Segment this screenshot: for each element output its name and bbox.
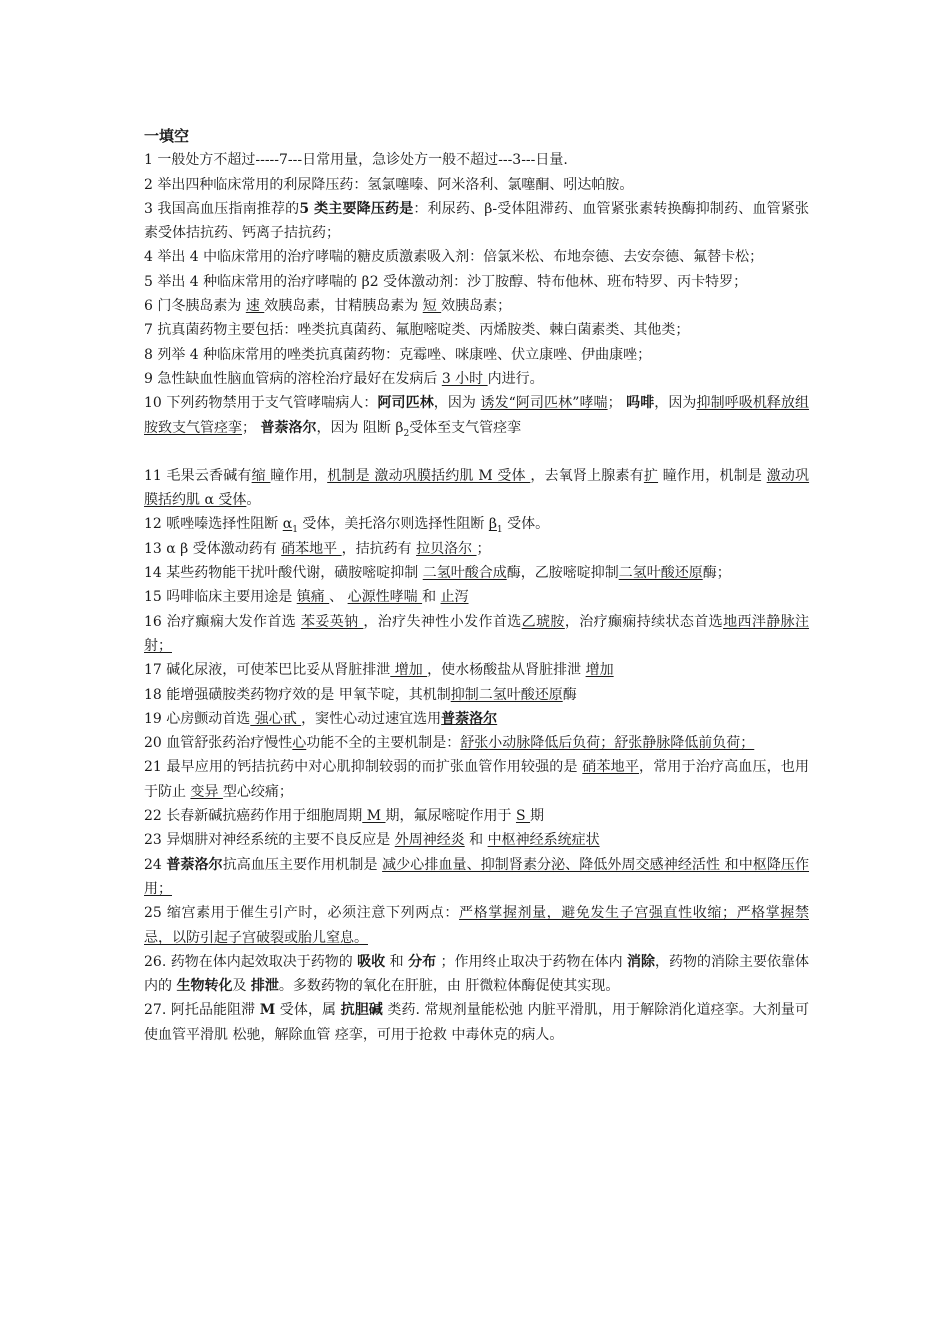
answer-blank: 苯妥英钠 <box>300 613 364 630</box>
question-text: 类药. 常规剂量能松弛 内脏平滑肌，用于解除消化道痉挛。大剂量可使血管平滑肌 松驰，解除血管 痉挛，可用于抢救 中毒休克的病人。 <box>144 1002 810 1043</box>
question-text: 18 能增强磺胺类药物疗效的是 甲氧苄啶，其机制 <box>144 686 451 703</box>
question-item <box>144 804 809 828</box>
answer-blank: 外周神经炎 <box>394 832 465 849</box>
question-text: ，常用于治疗高血压，也用于防止 <box>144 759 810 800</box>
question-text: 5 举出 4 种临床常用的治疗哮喘的 β2 受体激动剂：沙丁胺醇、特布他林、班布特罗、丙卡特罗； <box>144 273 748 290</box>
question-text: 及 <box>232 978 251 995</box>
question-text: 1 <box>496 525 503 536</box>
question-item <box>144 318 809 342</box>
answer-blank: 3 小时 <box>441 370 488 387</box>
question-item <box>144 610 809 659</box>
question-text: 、 <box>329 589 348 606</box>
question-text: 和 <box>385 953 409 970</box>
bold-term: 排泄 <box>250 978 279 995</box>
question-text: 12 哌唑嗪选择性阻断 <box>144 516 283 533</box>
answer-blank: 心 <box>292 735 307 752</box>
document-page <box>144 124 809 1047</box>
question-text: 瞳作用， <box>270 467 328 484</box>
question-item <box>144 658 809 682</box>
bold-term: 消除 <box>627 953 656 970</box>
question-item <box>144 245 809 269</box>
answer-blank: 抑制呼吸机释放组胺致支气管痉挛 <box>144 395 810 436</box>
question-item <box>144 512 809 536</box>
answer-blank: 心源性哮喘 <box>347 589 423 606</box>
question-text: 11 毛果云香碱有 <box>144 467 252 484</box>
question-text: 酶，乙胺嘧啶抑制 <box>506 565 619 582</box>
question-item <box>144 828 809 852</box>
question-item <box>144 173 809 197</box>
question-text: 瞳作用，机制是 <box>658 467 767 484</box>
question-text: 酶 <box>562 686 577 703</box>
answer-blank: 扩 <box>643 467 659 484</box>
question-text: 1 一般处方不超过-----7---日常用量，急诊处方一般不超过---3---日量. <box>144 152 568 169</box>
bold-term: M <box>259 1002 276 1019</box>
answer-blank: 增加 <box>585 662 614 679</box>
question-text: 26. 药物在体内起效取决于药物的 <box>144 953 358 970</box>
question-item <box>144 270 809 294</box>
answer-blank: 变异 <box>190 783 223 800</box>
question-item <box>144 294 809 318</box>
question-text: 13 α β 受体激动药有 <box>144 540 282 557</box>
question-item <box>144 731 809 755</box>
question-text: 10 下列药物禁用于支气管哮喘病人： <box>144 395 378 412</box>
bold-term: 普萘洛尔 <box>260 419 317 436</box>
bold-term: 吸收 <box>357 953 386 970</box>
question-text: ，因为 阻断 β <box>316 419 404 436</box>
question-item <box>144 683 809 707</box>
question-text: 内进行。 <box>487 370 544 387</box>
question-item <box>144 148 809 172</box>
question-item <box>144 755 809 804</box>
question-list <box>144 148 809 1047</box>
answer-blank: 短 <box>422 298 442 315</box>
answer-blank: 二氢叶酸还原 <box>618 565 703 582</box>
answer-blank: 镇痛 <box>296 589 330 606</box>
answer-blank: 诱发“阿司匹林”哮喘 <box>480 395 608 412</box>
answer-blank: 缩 <box>251 467 271 484</box>
answer-blank: 中枢神经系统症状 <box>487 832 600 849</box>
question-text: 受体，属 <box>275 1002 341 1019</box>
bold-term: 吗啡 <box>626 395 655 412</box>
question-text: ；作用终止取决于药物在体内 <box>436 953 628 970</box>
question-item <box>144 537 809 561</box>
question-item <box>144 950 809 999</box>
question-text: 2 举出四种临床常用的利尿降压药：氢氯噻嗪、阿米洛利、氯噻酮、吲达帕胺。 <box>144 176 634 193</box>
answer-blank: 硝苯地平 <box>281 540 342 557</box>
bold-term: 普萘洛尔 <box>166 856 223 873</box>
question-text: 受体至支气管痉挛 <box>409 419 522 436</box>
question-item <box>144 197 809 246</box>
answer-blank: 地西泮静脉注射； <box>144 613 810 654</box>
answer-blank: 抑制二氢叶酸还原 <box>450 686 563 703</box>
answer-blank: α <box>282 516 293 533</box>
question-text: ，药物的消除主要依靠体内的 <box>144 953 810 995</box>
question-text: 效胰岛素； <box>441 298 512 315</box>
question-text: 21 最早应用的钙拮抗药中对心肌抑制较弱的而扩张血管作用较强的是 <box>144 759 583 776</box>
question-text: 8 列举 4 种临床常用的唑类抗真菌药物：克霉唑、咪康唑、伏立康唑、伊曲康唑； <box>144 346 652 363</box>
question-text: 2 <box>403 428 410 439</box>
question-text: 6 门冬胰岛素为 <box>144 298 246 315</box>
question-text: ，拮抗药有 <box>341 540 417 557</box>
question-text: 和 <box>422 589 441 606</box>
answer-blank: 舒张小动脉降低后负荷；舒张静脉降低前负荷； <box>460 735 755 752</box>
answer-blank: 减少心排血量、抑制肾素分泌、降低外周交感神经活性 和中枢降压作用； <box>144 856 810 897</box>
answer-blank: 强心甙 <box>250 710 302 727</box>
answer-blank: 增加 <box>390 662 428 679</box>
question-item <box>144 707 809 731</box>
question-item <box>144 367 809 391</box>
question-text: ：利尿药、β-受体阻滞药、血管紧张素转换酶抑制药、血管紧张素受体拮抗药、钙离子拮抗药； <box>144 200 810 242</box>
answer-blank: β <box>488 516 497 533</box>
question-text: 16 治疗癫痫大发作首选 <box>144 613 301 630</box>
bold-term: 5 类主要降压药是 <box>299 200 414 217</box>
question-item <box>144 853 809 902</box>
question-text: ，治疗癫痫持续状态首选 <box>564 613 724 630</box>
answer-blank: 硝苯地平 <box>582 759 640 776</box>
section-heading: 一填空 <box>144 127 190 145</box>
question-item <box>144 998 809 1047</box>
question-text: 23 异烟肼对神经系统的主要不良反应是 <box>144 832 395 849</box>
question-text: 。多数药物的氧化在肝脏，由 肝微粒体酶促使其实现。 <box>278 978 620 995</box>
question-text: 效胰岛素，甘精胰岛素为 <box>264 298 423 315</box>
question-text: 4 举出 4 中临床常用的治疗哮喘的糖皮质激素吸入剂：倍氯米松、布地奈德、去安奈德、氟替卡松； <box>144 249 764 266</box>
question-text: ； <box>476 540 491 557</box>
question-text: ，因为 <box>654 395 697 412</box>
bold-term: 阿司匹林 <box>377 395 434 412</box>
answer-blank: M <box>362 808 386 825</box>
question-text: ，去氧肾上腺素有 <box>530 467 644 484</box>
answer-blank: 止泻 <box>440 589 469 606</box>
answer-blank: 速 <box>245 298 265 315</box>
question-item <box>144 343 809 367</box>
question-text: 19 心房颤动首选 <box>144 710 251 727</box>
answer-blank: 激动巩膜括约肌 α 受体 <box>144 467 810 509</box>
answer-blank: 机制是 激动巩膜括约肌 M 受体 <box>327 467 531 484</box>
question-text: 酶； <box>702 565 731 582</box>
answer-blank: S <box>515 808 531 825</box>
answer-blank: 拉贝洛尔 <box>416 540 477 557</box>
question-item <box>144 391 809 440</box>
question-text: 1 <box>292 525 298 536</box>
question-item <box>144 561 809 585</box>
question-text: ； <box>607 395 627 412</box>
question-text: 17 碱化尿液，可使苯巴比妥从肾脏排泄 <box>144 662 391 679</box>
question-item <box>144 585 809 609</box>
question-text: 15 吗啡临床主要用途是 <box>144 589 297 606</box>
question-text: 24 <box>144 856 167 873</box>
question-text: 。 <box>246 492 261 509</box>
answer-blank: 二氢叶酸合成 <box>422 565 507 582</box>
question-item <box>144 464 809 513</box>
question-text: 22 长春新碱抗癌药作用于细胞周期 <box>144 808 363 825</box>
answer-blank: 严格掌握剂量，避免发生子宫强直性收缩；严格掌握禁忌，以防引起子宫破裂或胎儿窒息。 <box>144 905 810 946</box>
question-text: ，因为 <box>433 395 481 412</box>
question-text: 25 缩宫素用于催生引产时，必须注意下列两点： <box>144 905 460 922</box>
question-text: 抗高血压主要作用机制是 <box>222 856 383 873</box>
question-text: 型心绞痛； <box>222 783 293 800</box>
bold-term: 分布 <box>408 953 437 970</box>
question-text: 和 <box>464 832 488 849</box>
question-text: 受体，美托洛尔则选择性阻断 <box>297 516 489 533</box>
question-text: 20 血管舒张药治疗慢性 <box>144 735 293 752</box>
answer-blank: 乙琥胺 <box>521 613 565 630</box>
question-text: 功能不全的主要机制是： <box>306 735 461 752</box>
question-text: 9 急性缺血性脑血管病的溶栓治疗最好在发病后 <box>144 370 442 387</box>
question-text: 期，氟尿嘧啶作用于 <box>385 808 516 825</box>
question-text: 27. 阿托品能阻滞 <box>144 1002 260 1019</box>
bold-term: 生物转化 <box>176 978 233 995</box>
question-text: ，使水杨酸盐从肾脏排泄 <box>427 662 586 679</box>
question-text: ，窦性心动过速宜选用 <box>301 710 442 727</box>
question-text: 期 <box>530 808 545 825</box>
question-item <box>144 901 809 950</box>
question-text: 3 我国高血压指南推荐的 <box>144 200 300 217</box>
question-text: 受体。 <box>502 516 550 533</box>
question-text: 7 抗真菌药物主要包括：唑类抗真菌药、氟胞嘧啶类、丙烯胺类、棘白菌素类、其他类； <box>144 322 690 339</box>
question-text: ，治疗失神性小发作首选 <box>363 613 522 630</box>
bold-term: 抗胆碱 <box>340 1002 383 1019</box>
answer-blank: 普萘洛尔 <box>441 710 498 727</box>
question-text: ； <box>242 419 261 436</box>
question-text: 14 某些药物能干扰叶酸代谢，磺胺嘧啶抑制 <box>144 565 423 582</box>
